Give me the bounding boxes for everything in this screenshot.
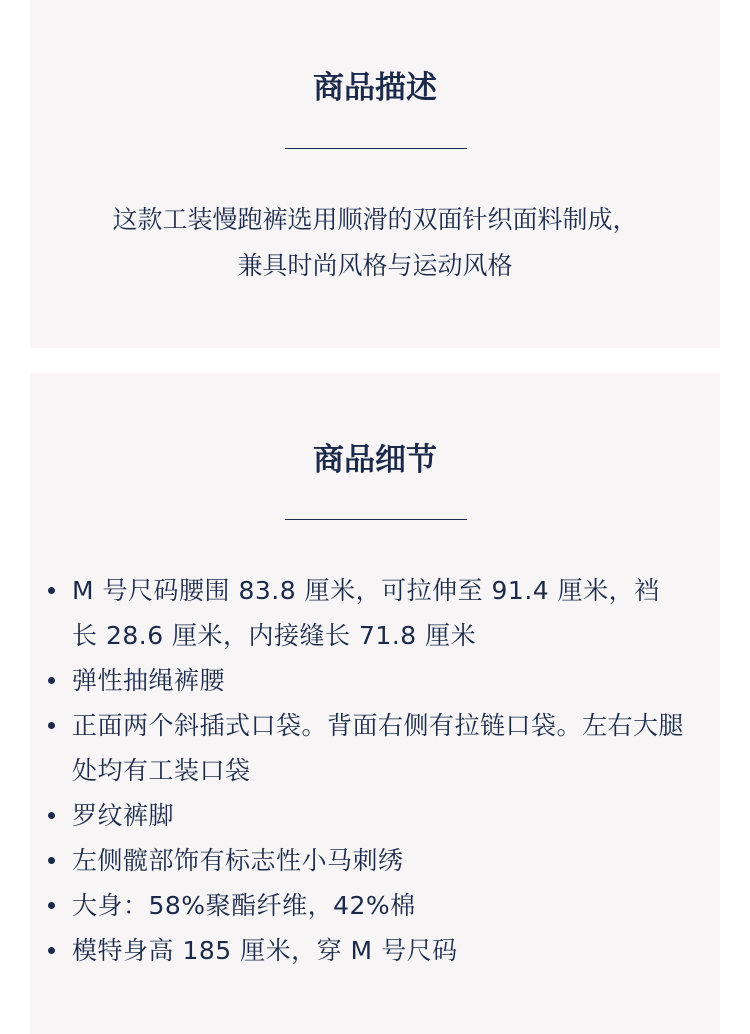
bullet-icon: [48, 857, 55, 864]
bullet-icon: [48, 902, 55, 909]
list-item-text: 弹性抽绳裤腰: [72, 666, 226, 695]
product-description-card: [30, 0, 720, 348]
details-title: 商品细节: [313, 442, 437, 478]
description-line: 这款工装慢跑裤选用顺滑的双面针织面料制成，: [112, 205, 638, 234]
details-list: [72, 568, 684, 973]
product-details-card: [30, 373, 720, 1034]
bullet-icon: [48, 812, 55, 819]
details-divider: [285, 519, 467, 520]
list-item: [72, 793, 684, 838]
description-title: 商品描述: [313, 70, 437, 106]
description-text: [50, 197, 700, 289]
bullet-icon: [48, 677, 55, 684]
bullet-icon: [48, 587, 55, 594]
list-item-text: 模特身高 185 厘米，穿 M 号尺码: [72, 936, 458, 965]
description-line: 兼具时尚风格与运动风格: [237, 251, 513, 280]
description-divider: [285, 148, 467, 149]
list-item: [72, 838, 684, 883]
bullet-icon: [48, 722, 55, 729]
list-item-text: 大身：58%聚酯纤维，42%棉: [72, 891, 416, 920]
list-item: [72, 658, 684, 703]
list-item-text: 罗纹裤脚: [72, 801, 175, 830]
list-item: [72, 928, 684, 973]
list-item-text: M 号尺码腰围 83.8 厘米，可拉伸至 91.4 厘米，裆长 28.6 厘米，内接缝长 71.8 厘米: [72, 576, 660, 650]
list-item: [72, 568, 684, 658]
list-item-text: 左侧髋部饰有标志性小马刺绣: [72, 846, 404, 875]
list-item-text: 正面两个斜插式口袋。背面右侧有拉链口袋。左右大腿处均有工装口袋: [72, 711, 685, 785]
list-item: [72, 703, 684, 793]
bullet-icon: [48, 947, 55, 954]
list-item: [72, 883, 684, 928]
